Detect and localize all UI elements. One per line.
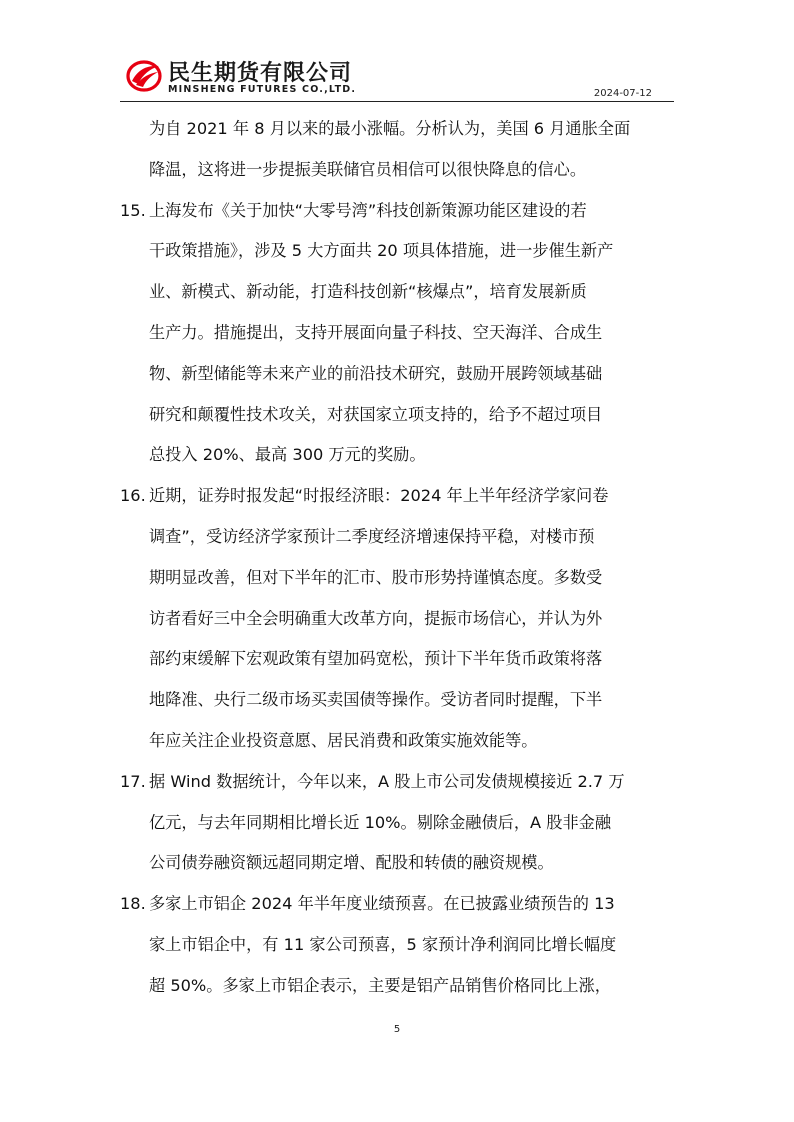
company-name-en: MINSHENG FUTURES CO.,LTD. [168, 84, 357, 95]
text-line: 降温，这将进一步提振美联储官员相信可以很快降息的信心。 [149, 159, 587, 179]
text-line: 多家上市铝企 2024 年半年度业绩预喜。在已披露业绩预告的 13 [149, 894, 615, 914]
text-line: 近期，证券时报发起“时报经济眼：2024 年上半年经济学家问卷 [149, 486, 609, 506]
item-number: 18. [120, 894, 146, 914]
page-number: 5 [393, 1024, 401, 1035]
item-number: 15. [120, 200, 146, 220]
item-number: 16. [120, 486, 146, 506]
text-line: 亿元，与去年同期相比增长近 10%。剔除金融债后，A 股非金融 [149, 812, 612, 832]
text-line: 地降准、央行二级市场买卖国债等操作。受访者同时提醒，下半 [149, 690, 603, 710]
page-header [120, 54, 674, 102]
text-line: 干政策措施》，涉及 5 大方面共 20 项具体措施，进一步催生新产 [149, 241, 614, 261]
text-line: 物、新型储能等未来产业的前沿技术研究，鼓励开展跨领域基础 [149, 363, 603, 383]
text-line: 生产力。措施提出，支持开展面向量子科技、空天海洋、合成生 [149, 322, 603, 342]
text-line: 公司债券融资额远超同期定增、配股和转债的融资规模。 [149, 853, 554, 873]
text-line: 研究和颠覆性技术攻关，对获国家立项支持的，给予不超过项目 [149, 404, 603, 424]
text-line: 超 50%。多家上市铝企表示，主要是铝产品销售价格同比上涨， [149, 975, 611, 995]
text-line: 据 Wind 数据统计，今年以来，A 股上市公司发债规模接近 2.7 万 [149, 771, 625, 791]
news-item-15 [120, 191, 680, 477]
header-divider [120, 101, 674, 102]
text-line: 期明显改善，但对下半年的汇市、股市形势持谨慎态度。多数受 [149, 567, 603, 587]
news-body [120, 109, 680, 1007]
text-line: 部约束缓解下宏观政策有望加码宽松，预计下半年货币政策将落 [149, 649, 603, 669]
text-line: 家上市铝企中，有 11 家公司预喜，5 家预计净利润同比增长幅度 [149, 934, 617, 954]
item-number: 17. [120, 771, 146, 791]
text-line: 为自 2021 年 8 月以来的最小涨幅。分析认为，美国 6 月通胀全面 [149, 119, 631, 138]
news-item-16 [120, 476, 680, 762]
text-line: 年应关注企业投资意愿、居民消费和政策实施效能等。 [149, 730, 538, 750]
report-date: 2024-07-12 [593, 88, 652, 99]
text-line: 上海发布《关于加快“大零号湾”科技创新策源功能区建设的若 [149, 200, 587, 220]
minsheng-swoosh-icon [126, 57, 162, 93]
news-item-18 [120, 884, 680, 1006]
text-line: 调查”，受访经济学家预计二季度经济增速保持平稳，对楼市预 [149, 526, 595, 546]
text-line: 业、新模式、新动能，打造科技创新“核爆点”，培育发展新质 [149, 282, 587, 302]
text-line: 访者看好三中全会明确重大改革方向，提振市场信心，并认为外 [149, 608, 603, 628]
continuation-paragraph [120, 109, 680, 191]
company-name-cn: 民生期货有限公司 [168, 61, 353, 86]
text-line: 总投入 20%、最高 300 万元的奖励。 [149, 445, 426, 465]
news-item-17 [120, 762, 680, 884]
